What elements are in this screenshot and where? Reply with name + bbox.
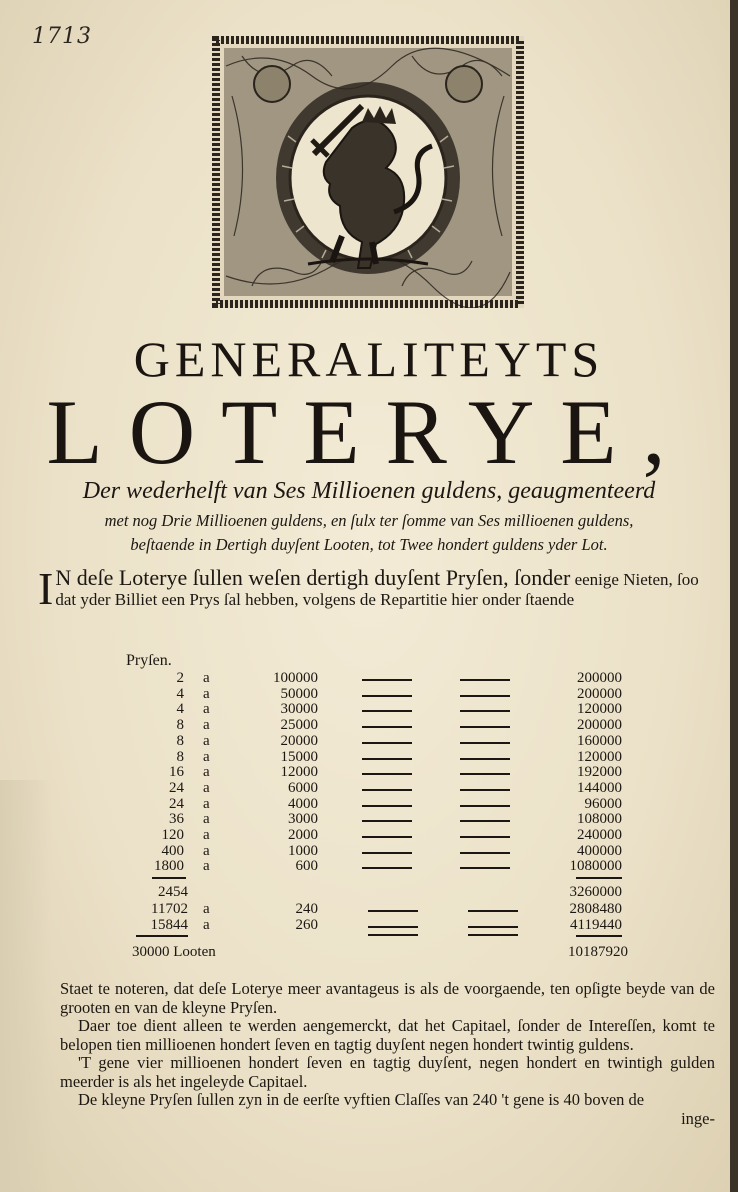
prize-row-dash [460,695,510,697]
grand-row-dash [468,934,518,936]
subtotal-count: 2454 [158,884,188,901]
prize-count: 4 [176,685,184,702]
prize-row-dash [460,820,510,822]
lion-emblem-woodcut [212,36,524,308]
prize-total: 120000 [577,701,622,718]
prize-count: 2 [176,670,184,686]
prize-a-marker: a [203,764,210,781]
intro-paragraph [38,563,718,614]
prize-total: 108000 [577,811,622,828]
prize-count: 24 [169,795,184,812]
prize-amount: 20000 [280,732,318,749]
prize-count: 1800 [154,858,184,875]
prize-row-dash [362,726,412,728]
grand-row-dash [368,934,418,936]
prize-a-marker: a [203,795,210,812]
prize-a-marker: a [203,717,210,734]
prize-row-dash [460,867,510,869]
prize-amount: 12000 [280,764,318,781]
prize-total: 96000 [584,795,622,812]
prize-row-dash [468,926,518,928]
subtotal-total: 3260000 [569,884,622,901]
prize-a-marker: a [203,842,210,859]
prize-row-dash [362,805,412,807]
prize-row-dash [468,910,518,912]
prize-a-marker: a [203,858,210,875]
prize-amount: 2000 [288,827,318,843]
prize-total: 240000 [577,827,622,843]
prize-row-dash [362,695,412,697]
grand-rule-left [136,935,188,937]
prize-row-dash [460,805,510,807]
prize-a-marker: a [203,827,210,843]
handwritten-year-note: 1713 [32,24,92,49]
prize-a-marker: a [203,916,210,933]
prize-total: 1080000 [569,858,622,875]
note-paragraph-4: De kleyne Pryſen ſullen zyn in de eerſte vyftien Claſſes van 240 't gene is 40 boven de [78,1090,645,1109]
prize-total: 400000 [577,842,622,859]
prize-count: 4 [176,701,184,718]
prize-total: 120000 [577,748,622,765]
prize-amount: 30000 [280,701,318,718]
prize-row-dash [362,742,412,744]
prize-count: 24 [169,779,184,796]
prize-row-dash [362,867,412,869]
grand-total-value: 10187920 [568,944,628,961]
prize-count: 8 [176,717,184,734]
prize-amount: 260 [295,916,318,933]
intro-first-line: N deſe Loterye ſullen weſen dertigh duyſent Pryſen, ſonder [55,565,571,590]
table-header: Pryſen. [126,652,172,669]
prize-a-marker: a [203,811,210,828]
prize-count: 36 [169,811,184,828]
prize-row-dash [460,710,510,712]
prize-a-marker: a [203,670,210,686]
title-generaliteyts: GENERALITEYTS [133,331,605,387]
grand-total-count: 30000 Looten [132,944,216,961]
note-paragraph-3: 'T gene vier millioenen hondert ſeven en tagtig duyſent, negen hondert en twintigh gulden meerder is als het ingeleyde Capitael. [60,1053,715,1091]
prize-row-dash [460,836,510,838]
prize-count: 8 [176,748,184,765]
drop-cap: I [38,563,54,614]
prize-a-marker: a [203,779,210,796]
grand-rule-right [576,935,622,937]
prize-a-marker: a [203,685,210,702]
prize-row-dash [460,773,510,775]
prize-total: 2808480 [569,900,622,917]
prize-row-dash [362,820,412,822]
intro-rest: eenige Nieten, ſoo dat yder Billiet een Prys ſal hebben, volgens de Repartitie hier onder ſtaende [55,570,699,609]
prize-amount: 25000 [280,717,318,734]
subtitle-line-2: met nog Drie Millioenen guldens, en ſulx ter ſomme van Ses millioenen guldens, [104,511,634,530]
prize-total: 160000 [577,732,622,749]
prize-total: 200000 [577,717,622,734]
prize-row-dash [362,852,412,854]
prize-total: 144000 [577,779,622,796]
prize-row-dash [460,758,510,760]
prize-amount: 100000 [273,670,318,686]
prize-amount: 6000 [288,779,318,796]
prize-a-marker: a [203,701,210,718]
prize-row-dash [362,789,412,791]
note-paragraph-1: Staet te noteren, dat deſe Loterye meer avantageus is als de voorgaende, ten opſigte beyde van de grooten en van de kleyne Pryſen. [60,979,715,1017]
prize-a-marker: a [203,748,210,765]
prize-row-dash [460,742,510,744]
prize-a-marker: a [203,900,210,917]
prize-amount: 1000 [288,842,318,859]
note-paragraph-2: Daer toe dient alleen te werden aengemerckt, dat het Capitael, ſonder de Intereſſen, komt te belopen tien millioenen hondert ſeven en tagtig duyſent negen hondert twintig guldens. [60,1016,715,1054]
notes-section [60,980,715,1128]
prize-amount: 50000 [280,685,318,702]
prize-count: 16 [169,764,184,781]
prize-row-dash [460,726,510,728]
subtitle-line-3: beſtaende in Dertigh duyſent Looten, tot Twee hondert guldens yder Lot. [130,535,608,554]
prize-row-dash [368,910,418,912]
prize-count: 15844 [150,916,188,933]
prize-total: 200000 [577,670,622,686]
prize-count: 11702 [151,900,188,917]
prize-total: 4119440 [570,916,622,933]
page-edge [730,0,738,1192]
prize-table [0,650,738,980]
prize-amount: 3000 [288,811,318,828]
prize-row-dash [362,836,412,838]
prize-total: 200000 [577,685,622,702]
prize-row-dash [362,773,412,775]
note-paragraph-4-tail: inge- [681,1108,715,1128]
prize-amount: 600 [295,858,318,875]
prize-count: 400 [161,842,184,859]
prize-row-dash [460,852,510,854]
prize-row-dash [362,679,412,681]
prize-row-dash [460,789,510,791]
prize-amount: 4000 [288,795,318,812]
prize-amount: 240 [295,900,318,917]
prize-row-dash [460,679,510,681]
prize-row-dash [362,758,412,760]
prize-row-dash [362,710,412,712]
prize-row-dash [368,926,418,928]
subtotal-rule-left [152,877,186,879]
prize-amount: 15000 [280,748,318,765]
title-loterye: LOTERYE, [46,381,692,483]
prize-count: 8 [176,732,184,749]
subtitle-line-1: Der wederhelft van Ses Millioenen guldens, geaugmenteerd [82,478,656,504]
prize-a-marker: a [203,732,210,749]
prize-total: 192000 [577,764,622,781]
prize-count: 120 [161,827,184,843]
subtotal-rule-right [576,877,622,879]
